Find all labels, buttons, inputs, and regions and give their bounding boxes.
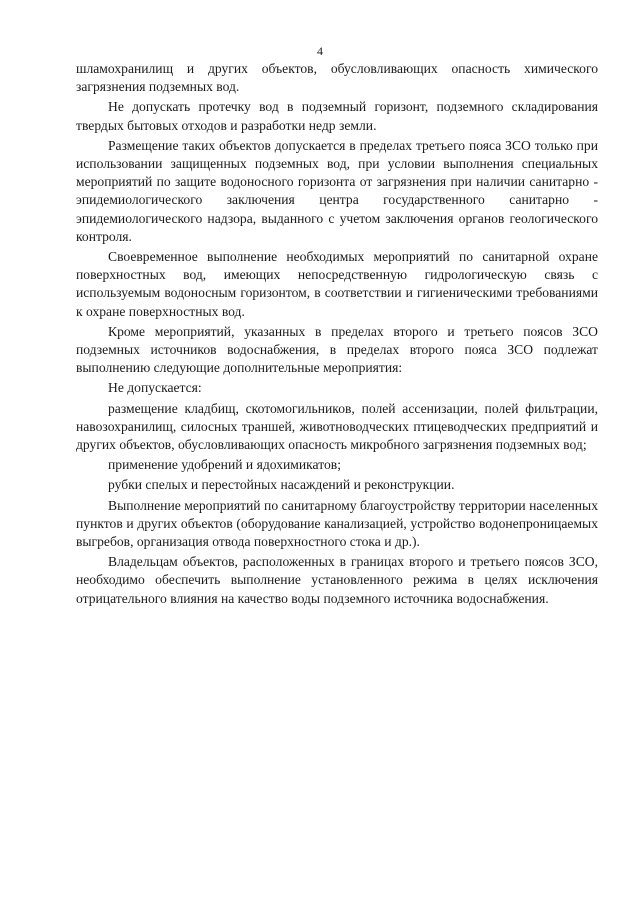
- paragraph: шламохранилищ и других объектов, обусловливающих опасность химического загрязнения подземных вод.: [76, 61, 598, 95]
- paragraph: применение удобрений и ядохимикатов;: [108, 457, 341, 473]
- paragraph: Выполнение мероприятий по санитарному благоустройству территории населенных пунктов и других объектов (оборудование канализацией, устройство водонепроницаемых выгребов, организация отвода поверхностного стока и др.).: [76, 497, 598, 550]
- paragraph: Не допускать протечку вод в подземный горизонт, подземного складирования твердых бытовых отходов и разработки недр земли.: [76, 99, 598, 133]
- paragraph: Владельцам объектов, расположенных в границах второго и третьего поясов ЗСО, необходимо обеспечить выполнение установленного режима в целях исключения отрицательного влияния на качество воды подземного источника водоснабжения.: [76, 554, 598, 606]
- paragraph: размещение кладбищ, скотомогильников, полей ассенизации, полей фильтрации, навозохранилищ, силосных траншей, животноводческих птицеводческих предприятий и других объектов, обусловливающих опасность микробного загрязнения подземных вод;: [76, 400, 598, 453]
- paragraph: Кроме мероприятий, указанных в пределах второго и третьего поясов ЗСО подземных источников водоснабжения, в пределах второго пояса ЗСО подлежат выполнению следующие дополнительные мероприятия:: [76, 323, 598, 376]
- paragraph: Своевременное выполнение необходимых мероприятий по санитарной охране поверхностных вод, имеющих непосредственную гидрологическую связь с используемым водоносным горизонтом, в соответствии и гигиеническими требованиями к охране поверхностных вод.: [76, 249, 598, 319]
- document-body: [76, 60, 598, 610]
- paragraph: Не допускается:: [108, 380, 202, 396]
- page-number: 4: [317, 44, 323, 58]
- paragraph: Размещение таких объектов допускается в пределах третьего пояса ЗСО только при использовании защищенных подземных вод, при условии выполнения специальных мероприятий по защите водоносного горизонта от загрязнения при наличии санитарно - эпидемиологического заключения центра государственного санитарно - эпидемиологического надзора, выданного с учетом заключения органов геологического контроля.: [76, 137, 598, 244]
- paragraph: рубки спелых и перестойных насаждений и реконструкции.: [108, 477, 455, 493]
